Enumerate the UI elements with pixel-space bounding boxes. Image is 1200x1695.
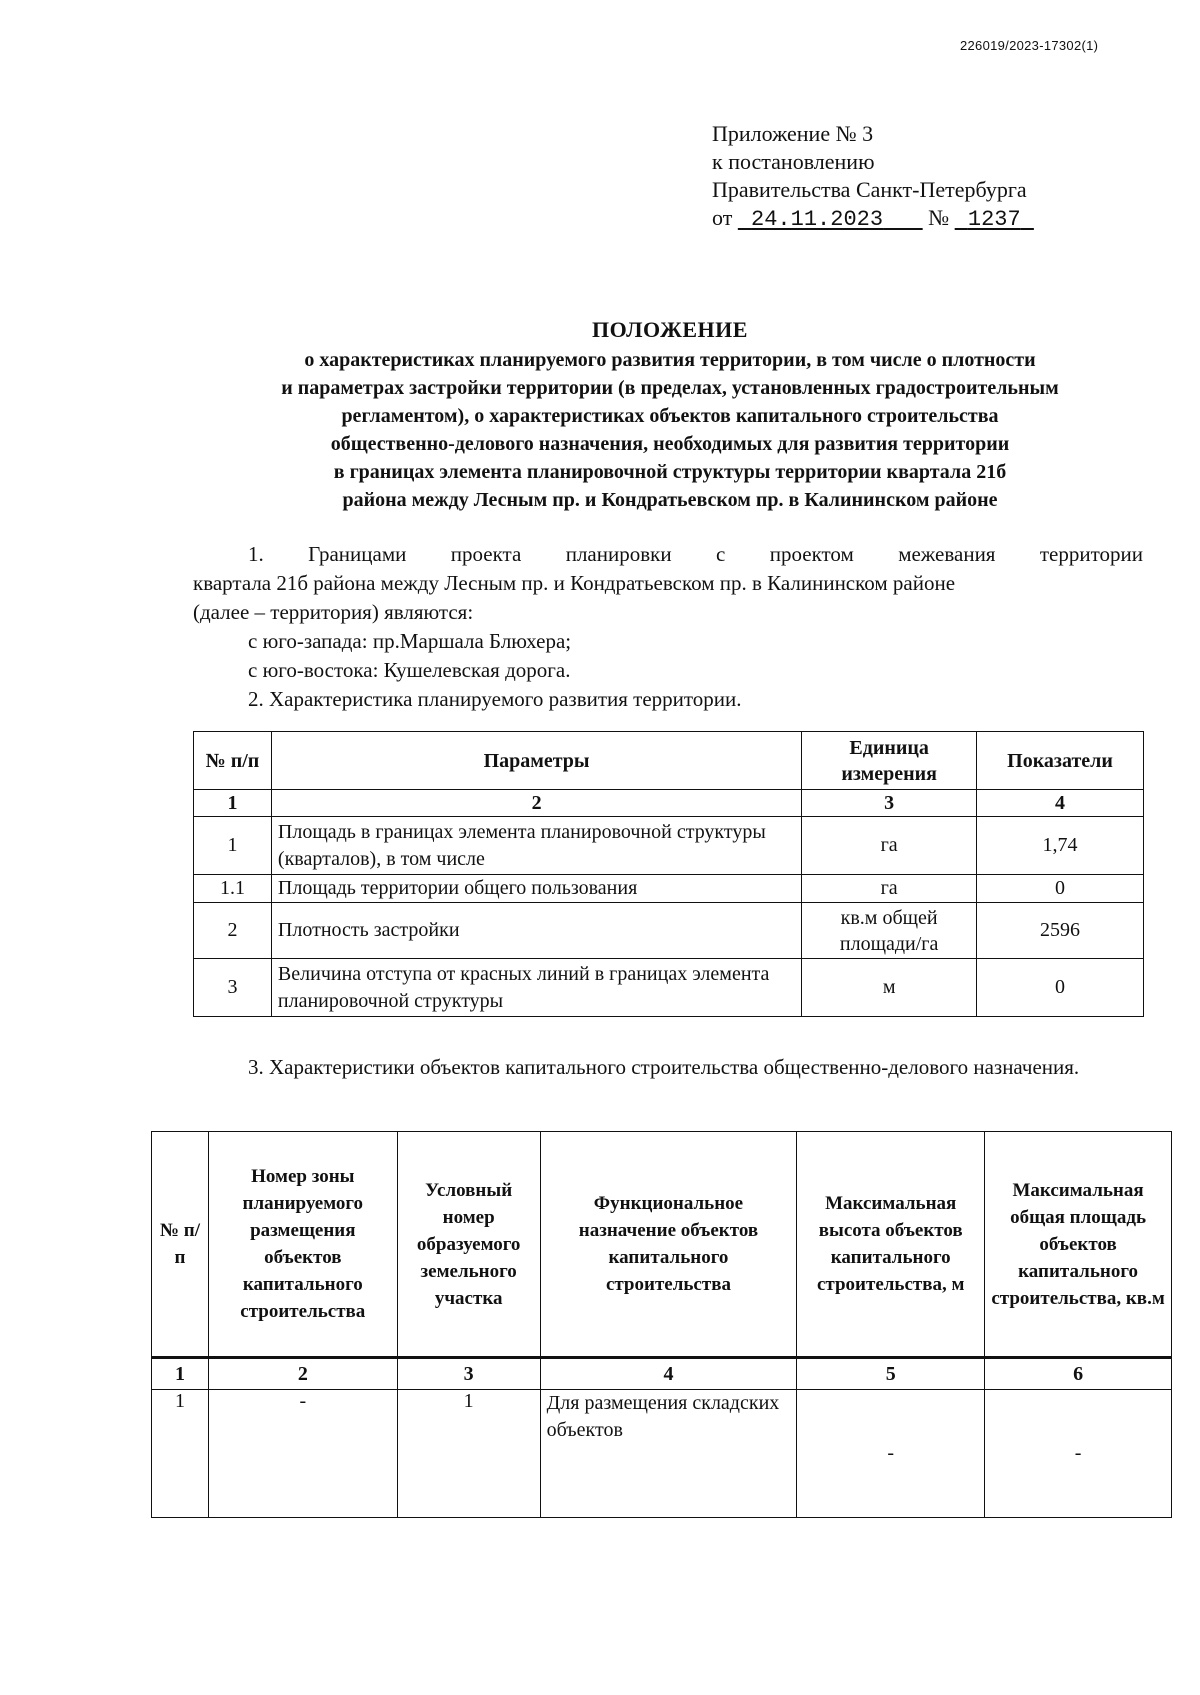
header-cell: Параметры (271, 732, 801, 790)
title-line: о характеристиках планируемого развития территории, в том числе о плотности (304, 349, 1036, 371)
header-cell: Единица измерения (802, 732, 977, 790)
section-3-heading (193, 1052, 1143, 1082)
row-value: 1,74 (977, 817, 1144, 875)
row-parameter: Величина отступа от красных линий в границах элемента планировочной структуры (271, 959, 801, 1017)
row-height: - (797, 1390, 985, 1518)
row-number: 1 (152, 1390, 209, 1518)
title-line: района между Лесным пр. и Кондратьевском пр. в Калининском районе (342, 489, 998, 511)
column-number-row (152, 1358, 1172, 1390)
column-number-row (194, 790, 1144, 817)
table-row (194, 903, 1144, 959)
column-number: 1 (152, 1358, 209, 1390)
territory-characteristics-table (193, 731, 1144, 1017)
row-area: - (985, 1390, 1172, 1518)
row-number: 3 (194, 959, 272, 1017)
table-row (194, 959, 1144, 1017)
appendix-line-2: к постановлению (712, 149, 875, 174)
row-number: 1 (194, 817, 272, 875)
row-parameter: Плотность застройки (271, 903, 801, 959)
appendix-header (712, 120, 1034, 234)
section-1 (193, 540, 1143, 714)
row-value: 0 (977, 875, 1144, 903)
column-number: 2 (271, 790, 801, 817)
row-plot: 1 (397, 1390, 540, 1518)
table-row (152, 1390, 1172, 1518)
boundary-southeast: с юго-востока: Кушелевская дорога. (248, 658, 571, 682)
header-cell: Условный номер образуемого земельного участка (397, 1132, 540, 1358)
column-number: 6 (985, 1358, 1172, 1390)
column-number: 5 (797, 1358, 985, 1390)
title-line: регламентом), о характеристиках объектов капитального строительства (341, 405, 999, 427)
header-cell: Показатели (977, 732, 1144, 790)
column-number: 4 (540, 1358, 797, 1390)
section-1-line-3: (далее – территория) являются: (193, 600, 474, 624)
column-number: 3 (802, 790, 977, 817)
row-unit: кв.м общей площади/га (802, 903, 977, 959)
number-prefix: № (928, 205, 950, 230)
header-cell: Функциональное назначение объектов капитального строительства (540, 1132, 797, 1358)
section-1-line-1: 1. Границами проекта планировки с проектом межевания территории (248, 542, 1143, 566)
row-unit: га (802, 875, 977, 903)
row-unit: м (802, 959, 977, 1017)
section-2-heading: 2. Характеристика планируемого развития территории. (248, 687, 742, 711)
row-number: 1.1 (194, 875, 272, 903)
header-cell: № п/п (152, 1132, 209, 1358)
row-unit: га (802, 817, 977, 875)
boundary-southwest: с юго-запада: пр.Маршала Блюхера; (248, 629, 572, 653)
header-cell: Максимальная высота объектов капитального строительства, м (797, 1132, 985, 1358)
decree-number: 1237 (967, 207, 1021, 232)
row-zone: - (208, 1390, 397, 1518)
document-number: 226019/2023-17302(1) (960, 38, 1099, 53)
table-header-row (152, 1132, 1172, 1358)
section-1-line-2: квартала 21б района между Лесным пр. и Кондратьевском пр. в Калининском районе (193, 571, 956, 595)
header-cell: № п/п (194, 732, 272, 790)
title-main: ПОЛОЖЕНИЕ (592, 317, 748, 342)
capital-construction-objects-table (151, 1131, 1172, 1518)
row-function: Для размещения складских объектов (540, 1390, 797, 1518)
date-prefix: от (712, 205, 733, 230)
column-number: 2 (208, 1358, 397, 1390)
appendix-line-3: Правительства Санкт-Петербурга (712, 177, 1027, 202)
decree-date: 24.11.2023 (751, 207, 884, 232)
title-line: и параметрах застройки территории (в пределах, установленных градостроительным (281, 377, 1059, 399)
appendix-date-line (712, 204, 1034, 234)
document-title (120, 316, 1200, 514)
column-number: 4 (977, 790, 1144, 817)
row-parameter: Площадь в границах элемента планировочной структуры (кварталов), в том числе (271, 817, 801, 875)
header-cell: Максимальная общая площадь объектов капитального строительства, кв.м (985, 1132, 1172, 1358)
table-header-row (194, 732, 1144, 790)
appendix-line-1: Приложение № 3 (712, 121, 874, 146)
table-row (194, 875, 1144, 903)
row-parameter: Площадь территории общего пользования (271, 875, 801, 903)
row-value: 2596 (977, 903, 1144, 959)
title-line: в границах элемента планировочной структуры территории квартала 21б (333, 461, 1007, 483)
header-cell: Номер зоны планируемого размещения объектов капитального строительства (208, 1132, 397, 1358)
column-number: 1 (194, 790, 272, 817)
row-number: 2 (194, 903, 272, 959)
table-row (194, 817, 1144, 875)
section-3-text: 3. Характеристики объектов капитального строительства общественно-делового назначения. (248, 1055, 1080, 1079)
row-value: 0 (977, 959, 1144, 1017)
column-number: 3 (397, 1358, 540, 1390)
title-line: общественно-делового назначения, необходимых для развития территории (330, 433, 1010, 455)
